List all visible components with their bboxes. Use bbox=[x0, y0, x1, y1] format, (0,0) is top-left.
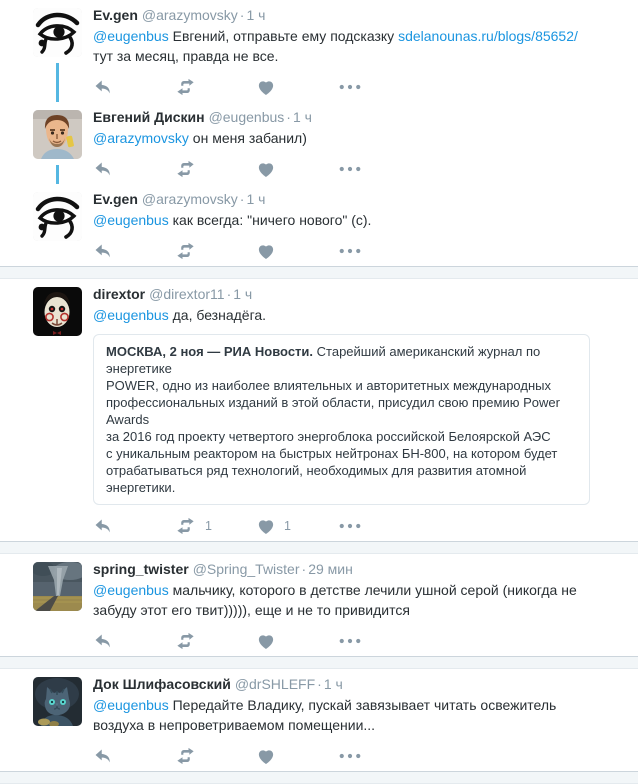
like-count: 1 bbox=[284, 519, 291, 533]
quote-line bbox=[106, 445, 577, 462]
like-button[interactable] bbox=[257, 633, 339, 650]
tweet-text bbox=[93, 210, 614, 230]
retweet-button[interactable] bbox=[175, 242, 257, 260]
header-separator: · bbox=[226, 286, 232, 302]
caricature-man-image bbox=[33, 110, 82, 159]
tweet[interactable] bbox=[0, 554, 638, 656]
more-button[interactable] bbox=[339, 84, 361, 90]
more-button[interactable] bbox=[339, 523, 361, 529]
conversation-divider bbox=[0, 656, 638, 669]
saw-puppet-image bbox=[33, 287, 82, 336]
like-button[interactable] bbox=[257, 243, 339, 260]
header-separator: · bbox=[301, 561, 307, 577]
tweet-text bbox=[93, 26, 614, 66]
tweet-header bbox=[93, 675, 614, 694]
retweet-icon bbox=[175, 160, 196, 178]
reply-button[interactable] bbox=[93, 161, 175, 178]
retweet-icon bbox=[175, 517, 196, 535]
tweet-timestamp[interactable]: 1 ч bbox=[323, 676, 343, 692]
tweet-text bbox=[93, 580, 614, 620]
tweet[interactable] bbox=[0, 669, 638, 771]
text-span: тут за месяц, правда не все. bbox=[93, 48, 279, 64]
reply-icon bbox=[93, 79, 112, 96]
more-dots-icon bbox=[339, 753, 361, 759]
more-dots-icon bbox=[339, 248, 361, 254]
more-button[interactable] bbox=[339, 166, 361, 172]
heart-icon bbox=[257, 161, 275, 178]
text-span: он меня забанил) bbox=[188, 130, 307, 146]
tweet-header bbox=[93, 190, 614, 209]
quote-text: с уникальным реактором на быстрых нейтронах БН-800, на котором будет bbox=[106, 446, 558, 461]
eye-of-horus-image bbox=[33, 8, 82, 57]
avatar-tornado-storm[interactable] bbox=[33, 562, 82, 611]
mention-link[interactable]: @eugenbus bbox=[93, 307, 169, 323]
more-dots-icon bbox=[339, 638, 361, 644]
retweet-button[interactable] bbox=[175, 517, 257, 535]
thread-connector-line bbox=[56, 63, 59, 102]
tweet-timestamp[interactable]: 1 ч bbox=[292, 109, 312, 125]
retweet-icon bbox=[175, 747, 196, 765]
tweet-text-line bbox=[93, 210, 614, 230]
user-handle[interactable]: @arazymovsky bbox=[141, 7, 238, 23]
tweet-header bbox=[93, 6, 614, 25]
tweet[interactable] bbox=[0, 279, 638, 541]
text-span: как всегда: "ничего нового" (с). bbox=[168, 212, 372, 228]
tweet-content bbox=[93, 560, 624, 650]
quoted-news-card bbox=[93, 334, 590, 505]
quote-text: Старейший американский журнал по энергетике bbox=[106, 344, 541, 376]
avatar-eye-of-horus[interactable] bbox=[33, 192, 82, 241]
tweet[interactable] bbox=[0, 102, 638, 184]
text-span: забуду этот его твит))))), еще и не то привидится bbox=[93, 602, 410, 618]
user-fullname[interactable]: Ev.gen bbox=[93, 7, 138, 23]
more-dots-icon bbox=[339, 166, 361, 172]
tornado-storm-image bbox=[33, 562, 82, 611]
tweet-actions bbox=[93, 242, 614, 260]
avatar-blue-cat[interactable] bbox=[33, 677, 82, 726]
reply-icon bbox=[93, 161, 112, 178]
more-dots-icon bbox=[339, 523, 361, 529]
reply-button[interactable] bbox=[93, 243, 175, 260]
header-separator: · bbox=[317, 676, 322, 692]
user-fullname[interactable]: Ev.gen bbox=[93, 191, 138, 207]
tweet-timestamp[interactable]: 1 ч bbox=[246, 191, 266, 207]
quote-text: отрабатываться ряд технологий, необходимых для развития атомной энергетики. bbox=[106, 463, 527, 495]
tweet-header bbox=[93, 108, 614, 127]
like-button[interactable] bbox=[257, 161, 339, 178]
tweet-actions bbox=[93, 517, 614, 535]
heart-icon bbox=[257, 748, 275, 765]
tweet-content bbox=[93, 6, 624, 96]
header-separator: · bbox=[239, 7, 245, 23]
tweet-text-line bbox=[93, 715, 614, 735]
tweet-text bbox=[93, 305, 614, 325]
like-button[interactable] bbox=[257, 518, 339, 535]
retweet-icon bbox=[175, 242, 196, 260]
text-span: воздуха в непроветриваемом помещении... bbox=[93, 717, 376, 733]
avatar-eye-of-horus[interactable] bbox=[33, 8, 82, 57]
like-button[interactable] bbox=[257, 79, 339, 96]
header-separator: · bbox=[286, 109, 291, 125]
tweet-text-line bbox=[93, 26, 614, 46]
avatar-caricature-man[interactable] bbox=[33, 110, 82, 159]
quote-line bbox=[106, 394, 577, 428]
text-span: да, безнадёга. bbox=[168, 307, 267, 323]
tweet-text-line bbox=[93, 695, 614, 715]
mention-link[interactable]: @eugenbus bbox=[93, 28, 169, 44]
more-button[interactable] bbox=[339, 638, 361, 644]
mention-link[interactable]: @eugenbus bbox=[93, 582, 169, 598]
user-handle[interactable]: @Spring_Twister bbox=[192, 561, 300, 577]
tweet-timestamp[interactable]: 1 ч bbox=[246, 7, 266, 23]
user-handle[interactable]: @arazymovsky bbox=[141, 191, 238, 207]
user-handle[interactable]: @eugenbus bbox=[208, 109, 285, 125]
tweet-text-line bbox=[93, 580, 614, 600]
text-span: Евгений, отправьте ему подсказку bbox=[168, 28, 399, 44]
tweet-timestamp[interactable]: 1 ч bbox=[233, 286, 253, 302]
tweet-content bbox=[93, 108, 624, 178]
tweet-header bbox=[93, 560, 614, 579]
reply-button[interactable] bbox=[93, 748, 175, 765]
retweet-button[interactable] bbox=[175, 160, 257, 178]
conversation-divider bbox=[0, 771, 638, 784]
mention-link[interactable]: @arazymovsky bbox=[93, 130, 189, 146]
tweet-content bbox=[93, 190, 624, 260]
user-handle[interactable]: @drSHLEFF bbox=[234, 676, 316, 692]
quote-line bbox=[106, 428, 577, 445]
tweet-actions bbox=[93, 632, 614, 650]
retweet-button[interactable] bbox=[175, 78, 257, 96]
avatar-saw-puppet[interactable] bbox=[33, 287, 82, 336]
retweet-button[interactable] bbox=[175, 632, 257, 650]
heart-icon bbox=[257, 518, 275, 535]
text-span: Передайте Владику, пускай завязывает читать освежитель bbox=[168, 697, 557, 713]
like-button[interactable] bbox=[257, 748, 339, 765]
user-fullname[interactable]: Док Шлифасовский bbox=[93, 676, 231, 692]
quote-line bbox=[106, 462, 577, 496]
more-button[interactable] bbox=[339, 753, 361, 759]
quote-line bbox=[106, 377, 577, 394]
user-fullname[interactable]: spring_twister bbox=[93, 561, 189, 577]
conversation-divider bbox=[0, 541, 638, 554]
tweet-text-line bbox=[93, 305, 614, 325]
quote-text: профессиональных изданий в этой области, присудил свою премию Power Awards bbox=[106, 395, 560, 427]
user-fullname[interactable]: dirextor bbox=[93, 286, 146, 302]
tweet-timestamp[interactable]: 29 мин bbox=[308, 561, 353, 577]
tweet-text-line bbox=[93, 46, 614, 66]
quote-line bbox=[106, 343, 577, 377]
heart-icon bbox=[257, 633, 275, 650]
tweet-actions bbox=[93, 747, 614, 765]
retweet-button[interactable] bbox=[175, 747, 257, 765]
quote-text: за 2016 год проекту четвертого энергоблока российской Белоярской АЭС bbox=[106, 429, 551, 444]
reply-icon bbox=[93, 633, 112, 650]
reply-icon bbox=[93, 243, 112, 260]
tweet-text bbox=[93, 695, 614, 735]
quote-text: POWER, одно из наиболее влиятельных и авторитетных международных bbox=[106, 378, 551, 393]
tweet-content bbox=[93, 675, 624, 765]
conversation-divider bbox=[0, 266, 638, 279]
tweet-actions bbox=[93, 160, 614, 178]
reply-button[interactable] bbox=[93, 633, 175, 650]
tweet-content bbox=[93, 285, 624, 535]
mention-link[interactable]: @eugenbus bbox=[93, 212, 169, 228]
reply-icon bbox=[93, 748, 112, 765]
text-span: мальчику, которого в детстве лечили ушной серой (никогда не bbox=[168, 582, 577, 598]
user-fullname[interactable]: Евгений Дискин bbox=[93, 109, 205, 125]
tweet[interactable] bbox=[0, 184, 638, 266]
user-handle[interactable]: @dirextor11 bbox=[149, 286, 225, 302]
url-link[interactable]: sdelanounas.ru/blogs/85652/ bbox=[398, 28, 578, 44]
blue-cat-image bbox=[33, 677, 82, 726]
reply-button[interactable] bbox=[93, 79, 175, 96]
tweet-text bbox=[93, 128, 614, 148]
reply-button[interactable] bbox=[93, 518, 175, 535]
retweet-count: 1 bbox=[205, 519, 212, 533]
mention-link[interactable]: @eugenbus bbox=[93, 697, 169, 713]
reply-icon bbox=[93, 518, 112, 535]
thread-connector-line bbox=[56, 165, 59, 184]
tweet-header bbox=[93, 285, 614, 304]
heart-icon bbox=[257, 79, 275, 96]
heart-icon bbox=[257, 243, 275, 260]
retweet-icon bbox=[175, 632, 196, 650]
eye-of-horus-image bbox=[33, 192, 82, 241]
more-dots-icon bbox=[339, 84, 361, 90]
tweet-text-line bbox=[93, 600, 614, 620]
quote-lead-bold: МОСКВА, 2 ноя — РИА Новости. bbox=[106, 344, 314, 359]
tweet-text-line bbox=[93, 128, 614, 148]
tweet-actions bbox=[93, 78, 614, 96]
more-button[interactable] bbox=[339, 248, 361, 254]
tweet[interactable] bbox=[0, 0, 638, 102]
retweet-icon bbox=[175, 78, 196, 96]
header-separator: · bbox=[239, 191, 245, 207]
